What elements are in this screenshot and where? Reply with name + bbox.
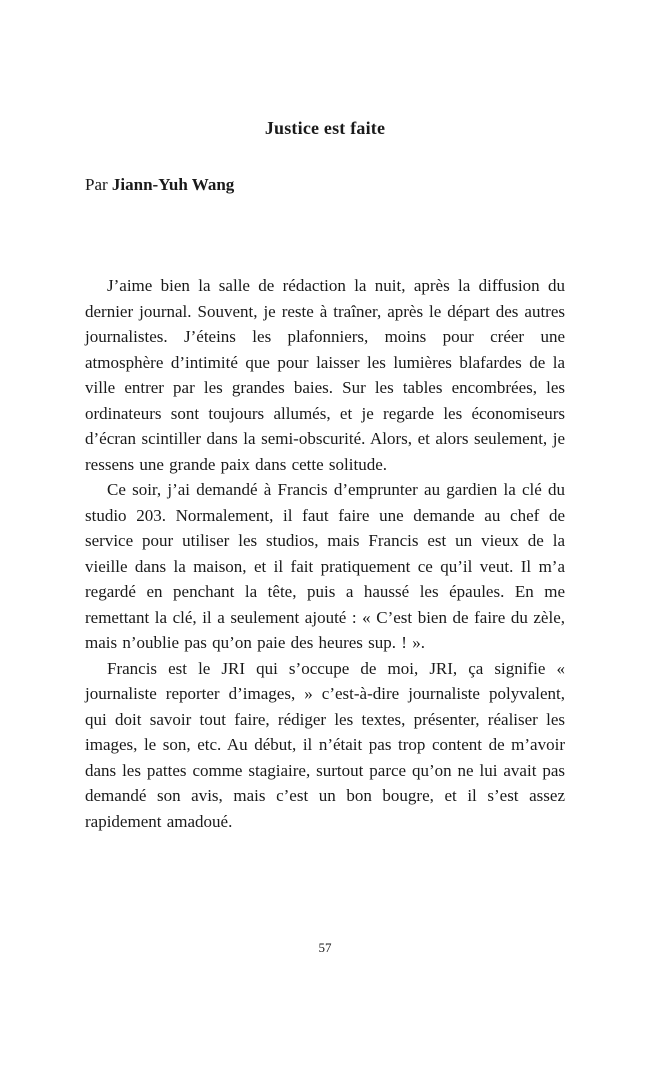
byline [85,175,565,195]
chapter-title: Justice est faite [264,118,386,138]
author-name: Jiann-Yuh Wang [111,175,235,194]
paragraph-2: Ce soir, j’ai demandé à Francis d’emprunter au gardien la clé du studio 203. Normalement, il faut faire une demande au chef de service pour utiliser les studios, mais Francis est un vieux de la vieille dans la maison, et il fait pratiquement ce qu’il veut. Il m’a regardé en penchant la tête, puis a haussé les épaules. En me remettant la clé, il a seulement ajouté : « C’est bien de faire du zèle, mais n’oublie pas qu’on paie des heures sup. ! ». [85,480,565,652]
body-text [85,273,565,834]
paragraph-3: Francis est le JRI qui s’occupe de moi, JRI, ça signifie « journaliste reporter d’images, » c’est-à-dire journaliste polyvalent, qui doit savoir tout faire, rédiger les textes, présenter, réaliser les images, le son, etc. Au début, il n’était pas trop content de m’avoir dans les pattes comme stagiaire, surtout parce qu’on ne lui avait pas demandé son avis, mais c’est un bon bougre, et il s’est assez rapidement amadoué. [85,658,565,831]
byline-prefix: Par [85,175,112,194]
paragraph-1: J’aime bien la salle de rédaction la nuit, après la diffusion du dernier journal. Souvent, je reste à traîner, après le départ des autres journalistes. J’éteins les plafonniers, moins pour créer une atmosphère d’intimité que pour laisser les lumières blafardes de la ville entrer par les grandes baies. Sur les tables encombrées, les ordinateurs sont toujours allumés, et je regarde les économiseurs d’écran scintiller dans la semi-obscurité. Alors, et alors seulement, je ressens une grande paix dans cette solitude. [85,276,565,474]
page-number: 57 [318,940,332,955]
